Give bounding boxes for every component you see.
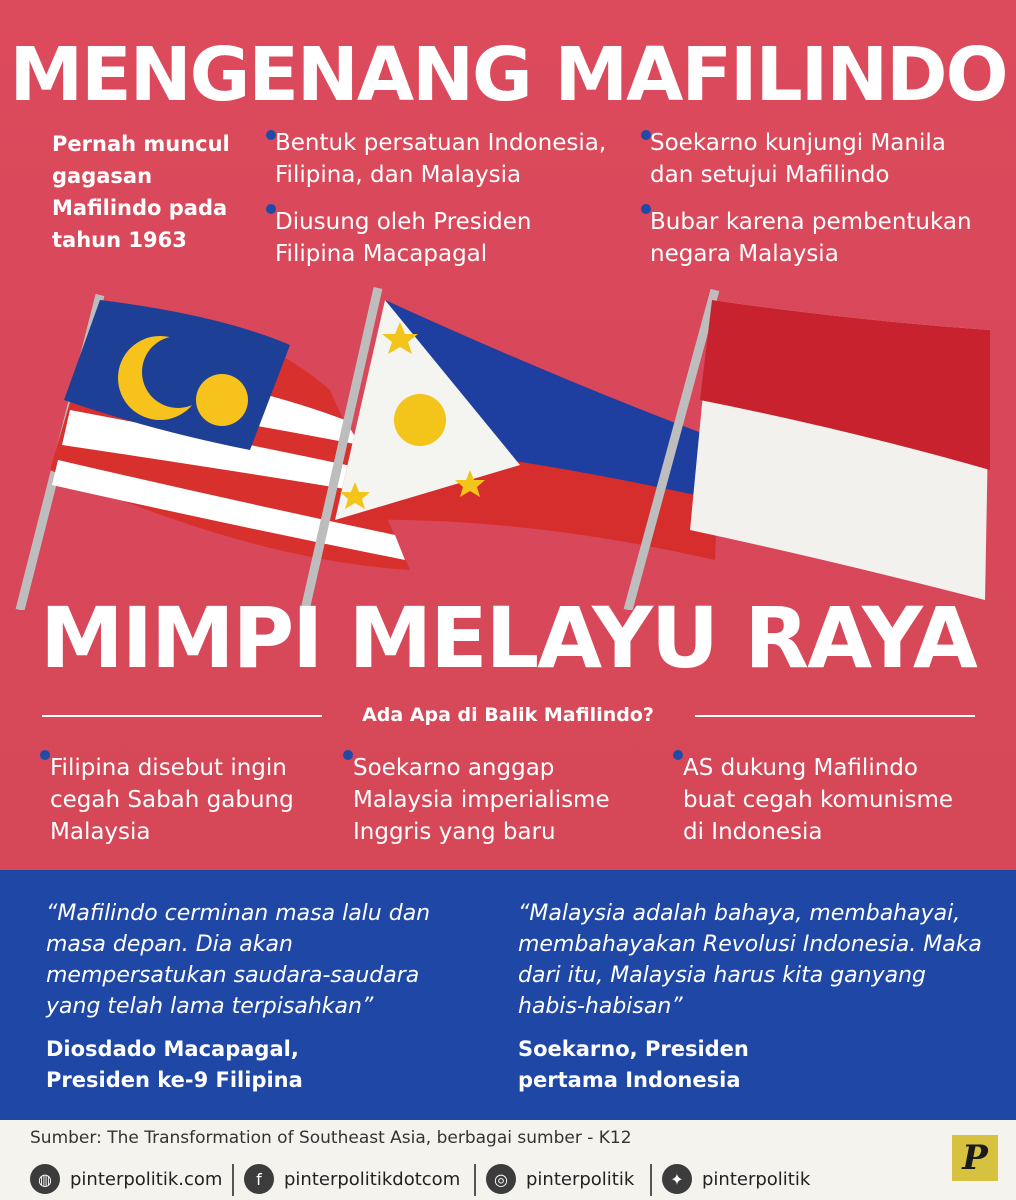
top-point: Bubar karena pembentukan negara Malaysia (650, 209, 972, 267)
twitter-link[interactable] (662, 1164, 810, 1194)
website-link[interactable] (30, 1164, 222, 1194)
section-point: Soekarno anggap Malaysia imperialisme Inggris yang baru (353, 755, 610, 845)
footer (0, 1120, 1016, 1200)
facebook-icon: f (244, 1164, 274, 1194)
bullet-dot-icon (40, 750, 50, 760)
quote-speaker: Soekarno, Presiden pertama Indonesia (518, 1037, 749, 1092)
top-point: Soekarno kunjungi Manila dan setujui Mafilindo (650, 130, 946, 188)
intro-text: Pernah muncul gagasan Mafilindo pada tahun 1963 (52, 132, 230, 252)
source-text: Sumber: The Transformation of Southeast Asia, berbagai sumber - K12 (30, 1128, 632, 1148)
website-text: pinterpolitik.com (70, 1168, 223, 1190)
section-question: Ada Apa di Balik Mafilindo? (362, 704, 654, 726)
section-point: Filipina disebut ingin cegah Sabah gabung Malaysia (50, 755, 294, 845)
brand-logo: P (952, 1135, 998, 1181)
main-title: MENGENANG MAFILINDO (9, 32, 1007, 118)
divider-right (695, 715, 975, 717)
quote-text: “Malaysia adalah bahaya, membahayai, membahayakan Revolusi Indonesia. Maka dari itu, Malaysia harus kita ganyang habis-habisan” (518, 901, 982, 1019)
facebook-link[interactable] (244, 1164, 460, 1194)
divider (474, 1164, 476, 1196)
instagram-icon: ◎ (486, 1164, 516, 1194)
quote-text: “Mafilindo cerminan masa lalu dan masa depan. Dia akan mempersatukan saudara-saudara yang telah lama terpisahkan” (46, 901, 431, 1019)
quotes-section (0, 870, 1016, 1120)
section-point: AS dukung Mafilindo buat cegah komunisme di Indonesia (683, 755, 954, 845)
instagram-link[interactable] (486, 1164, 634, 1194)
twitter-text: pinterpolitik (702, 1168, 811, 1190)
divider (650, 1164, 652, 1196)
twitter-icon: ✦ (662, 1164, 692, 1194)
top-point: Bentuk persatuan Indonesia, Filipina, dan Malaysia (275, 130, 607, 188)
divider (232, 1164, 234, 1196)
bullet-dot-icon (673, 750, 683, 760)
bullet-dot-icon (343, 750, 353, 760)
flags-illustration (0, 280, 1016, 610)
quote-speaker: Diosdado Macapagal, Presiden ke-9 Filipina (46, 1037, 303, 1092)
globe-icon: ◍ (30, 1164, 60, 1194)
section-title: MIMPI MELAYU RAYA (40, 589, 976, 687)
top-point: Diusung oleh Presiden Filipina Macapagal (275, 209, 532, 267)
instagram-text: pinterpolitik (526, 1168, 635, 1190)
facebook-text: pinterpolitikdotcom (284, 1168, 461, 1190)
